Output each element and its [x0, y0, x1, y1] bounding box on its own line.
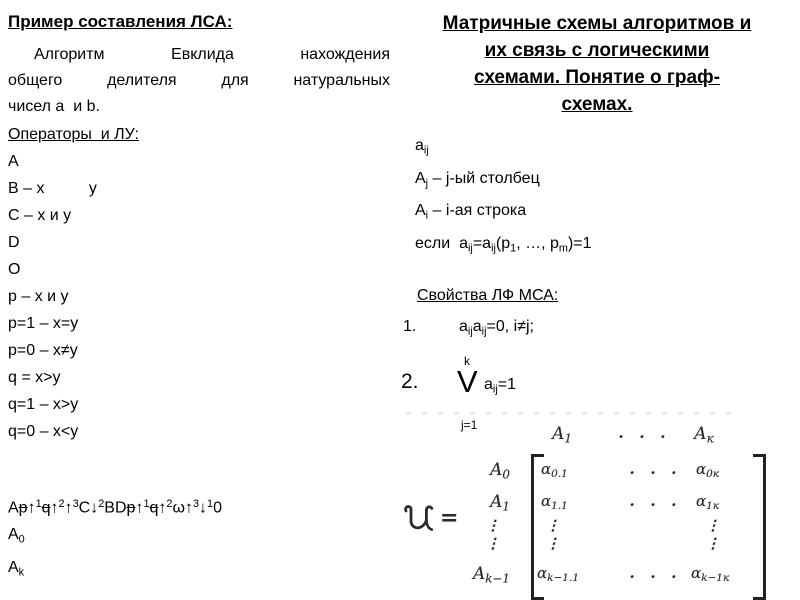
properties-title: Свойства ЛФ МСА: — [417, 286, 559, 304]
operator-a0: $A_0$ — [8, 526, 25, 547]
definition-line: $a_{ij}$ — [415, 137, 429, 157]
matrix-scheme-figure — [400, 416, 794, 598]
matrix-row-dots: . . . — [629, 460, 677, 478]
operators-subtitle: Операторы и ЛУ: — [8, 126, 139, 143]
property-2-number: 2. — [401, 370, 419, 394]
matrix-cell: $\alpha_{1к}$ — [696, 492, 720, 513]
matrix-row-label: $A_{k-1}$ — [472, 564, 510, 586]
operator-line: A — [8, 153, 19, 170]
right-title-line: схемах. — [561, 94, 633, 115]
property-1-number: 1. — [403, 317, 417, 335]
operators-list — [8, 148, 390, 445]
or-upper-limit: k — [464, 354, 470, 369]
spacer — [8, 445, 390, 491]
definition-line: если $a_{ij}=a_{ij}(p_1$, …, $p_m)=1$ — [415, 235, 592, 255]
left-title: Пример составления ЛСА: — [8, 12, 233, 31]
right-title-line: схемами. Понятие о граф- — [474, 67, 720, 88]
operator-line: q = x>y — [8, 369, 61, 386]
operator-line: p – x и y — [8, 288, 69, 305]
definition-line: $A_i - i-ая$ строка — [415, 202, 527, 223]
right-title-line: их связь с логическими — [484, 40, 710, 61]
matrix-row-dots: . . . — [629, 564, 677, 582]
property-1 — [400, 314, 794, 345]
operator-ak: $A_k$ — [8, 559, 25, 579]
matrix-cell: $\alpha_{1.1}$ — [541, 492, 568, 513]
vertical-dots: ⋮ — [486, 536, 500, 552]
right-title-line: Матричные схемы алгоритмов и — [442, 13, 752, 34]
definitions — [400, 132, 794, 263]
matrix-cell: $\alpha_{k-1к}$ — [691, 564, 730, 585]
right-title — [400, 10, 794, 118]
matrix-row-label: $A_0$ — [490, 460, 510, 482]
right-column — [400, 6, 794, 433]
vertical-dots: ⋮ — [546, 518, 560, 534]
vertical-dots: ⋮ — [706, 536, 720, 552]
matrix-row-dots: . . . — [629, 492, 677, 510]
definition-line: $A_j - j-ый$ столбец — [415, 169, 540, 190]
operator-line: q=0 – x<y — [8, 423, 79, 440]
left-column — [8, 6, 390, 587]
paragraph-line: чисел a и b. — [8, 98, 100, 115]
operator-line: D — [8, 234, 20, 251]
equals-sign: = — [440, 505, 458, 531]
vertical-dots: ⋮ — [486, 518, 500, 534]
vertical-dots: ⋮ — [546, 536, 560, 552]
disjunction-symbol: V — [457, 364, 478, 400]
property-2-expression: $a_{ij}=1$ — [484, 376, 516, 397]
vertical-dots: ⋮ — [706, 518, 720, 534]
operator-line: B – x y — [8, 180, 97, 197]
operator-line: q=1 – x>y — [8, 396, 79, 413]
matrix-cell: $\alpha_{0к}$ — [696, 460, 720, 481]
matrix-col-header: $A_1$ — [552, 424, 572, 446]
paragraph-line: общего делителя для натуральных — [8, 72, 390, 89]
matrix-right-bracket — [753, 454, 766, 600]
lsa-formula: Ap↑$^1$q↑$^2$↑$^3$C↓$^2$BDp↑$^1$q↑$^2$ω↑$^3$↓$^1$0 — [8, 498, 222, 517]
operator-line: p=1 – x=y — [8, 315, 79, 332]
paragraph-line: Алгоритм Евклида нахождения — [34, 46, 390, 63]
matrix-header-dots: . . . — [618, 424, 666, 442]
property-1-expression: $a_{ij}a_{ij}=0$, i≠j; — [459, 317, 534, 338]
or-lower-limit: j=1 — [461, 418, 478, 433]
matrix-col-header: $A_к$ — [694, 424, 714, 446]
euclid-paragraph — [8, 42, 390, 120]
matrix-cell: $\alpha_{k-1.1}$ — [537, 564, 579, 585]
matrix-cell: $\alpha_{0.1}$ — [541, 460, 568, 481]
operator-line: p=0 – x≠y — [8, 342, 78, 359]
operator-line: C – x и y — [8, 207, 72, 224]
operator-line: O — [8, 261, 21, 278]
matrix-row-label: $A_1$ — [490, 492, 510, 514]
scan-noise — [406, 412, 736, 415]
